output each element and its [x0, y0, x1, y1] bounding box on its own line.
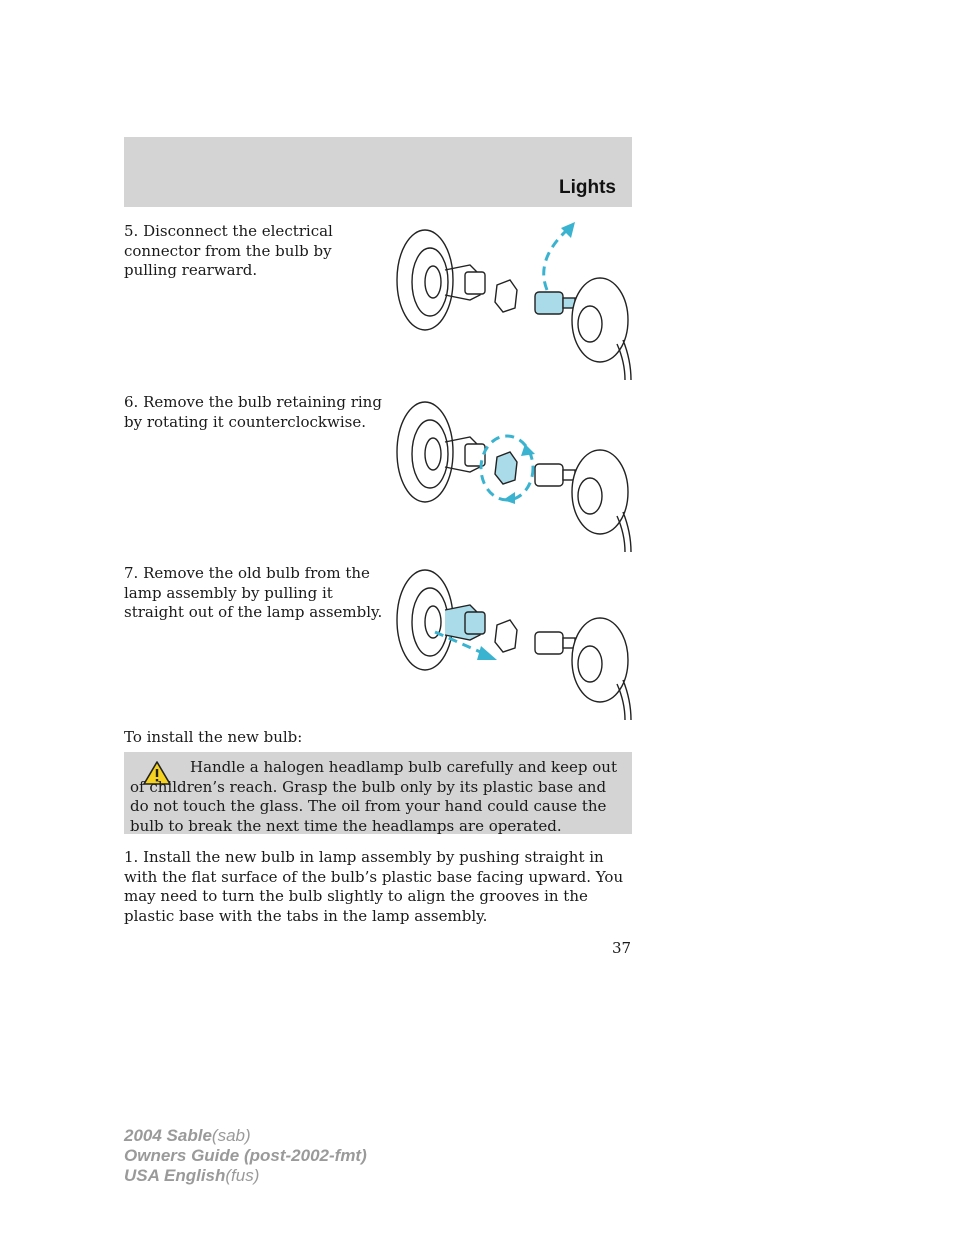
footer [124, 1126, 367, 1186]
footer-line-3: USA English(fus) [124, 1166, 260, 1185]
step-7-text: 7. Remove the old bulb from the lamp assembly by pulling it straight out of the lamp assembly. [124, 564, 383, 621]
footer-line-1: 2004 Sable(sab) [124, 1126, 251, 1145]
step-5-text: 5. Disconnect the electrical connector from the bulb by pulling rearward. [124, 222, 333, 279]
connector-disconnect-illustration [385, 220, 635, 380]
footer-line-2: Owners Guide (post-2002-fmt) [124, 1146, 367, 1165]
bulb-removal-illustration [385, 560, 635, 720]
install-intro: To install the new bulb: [124, 728, 303, 746]
header-band [124, 137, 632, 207]
warning-text: Handle a halogen headlamp bulb carefully and keep out of children’s reach. Grasp the bulb only by its plastic base and do not touch the glass. The oil from your hand could cause the bulb to break the next time the headlamps are operated. [130, 758, 617, 835]
page-number: 37 [612, 939, 632, 957]
install-step-1: 1. Install the new bulb in lamp assembly by pushing straight in with the flat surface of the bulb’s plastic base facing upward. You may need to turn the bulb slightly to align the grooves in the plastic base with the tabs in the lamp assembly. [124, 848, 624, 925]
warning-box [124, 752, 632, 834]
retaining-ring-rotate-illustration [385, 392, 635, 552]
section-title: Lights [559, 177, 616, 198]
step-6-text: 6. Remove the bulb retaining ring by rotating it counterclockwise. [124, 393, 382, 431]
